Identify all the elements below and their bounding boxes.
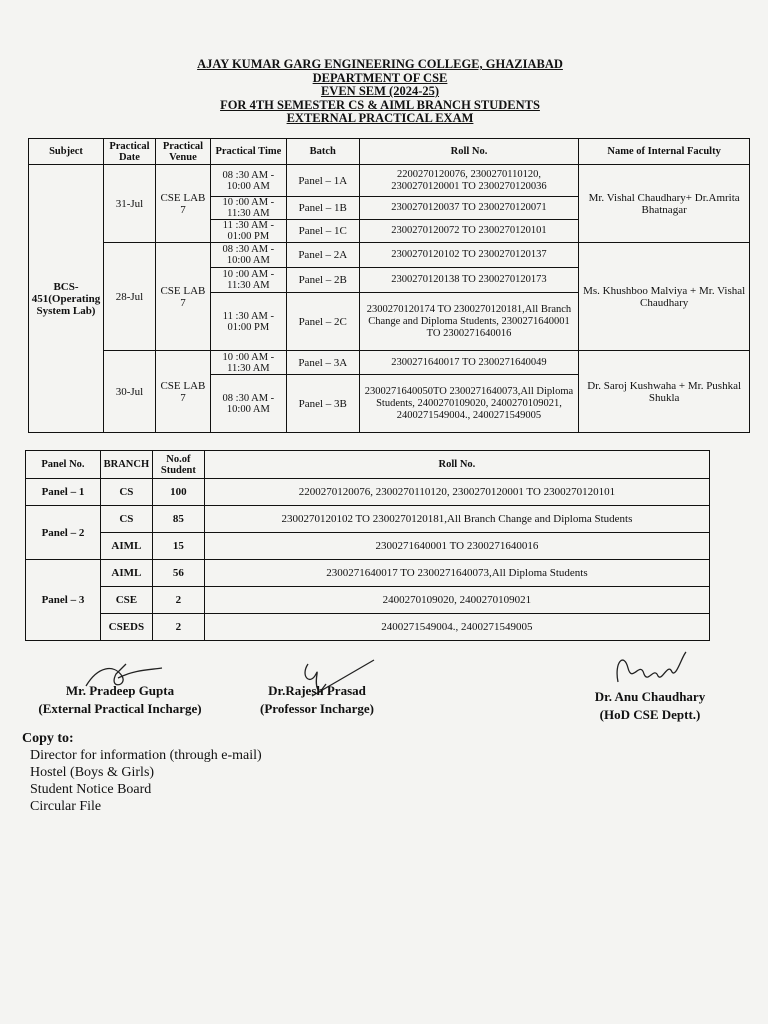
date-cell: 31-Jul [103,165,155,243]
col-roll: Roll No. [204,451,709,479]
table-row [26,479,710,506]
roll-cell: 2200270120076, 2300270110120, 2300270120001 TO 2300270120101 [204,479,709,506]
list-item: Hostel (Boys & Girls) [30,765,155,780]
table-row [26,533,710,560]
count-cell: 15 [152,533,204,560]
subject-cell: BCS-451(Operating System Lab) [29,165,104,433]
venue-cell: CSE LAB 7 [155,165,210,243]
batch-cell: Panel – 3B [286,375,359,433]
table-row [26,614,710,641]
panel-summary-table [25,450,710,641]
col-date: Practical Date [103,139,155,165]
roll-cell: 2200270120076, 2300270110120, 2300270120001 TO 2300270120036 [359,165,579,197]
signatory-role: (External Practical Incharge) [38,701,202,716]
col-count: No.of Student [152,451,204,479]
col-venue: Practical Venue [155,139,210,165]
table-row [26,506,710,533]
branch-cell: CSEDS [100,614,152,641]
exam-title: EXTERNAL PRACTICAL EXAM [286,111,474,125]
time-cell: 10 :00 AM - 11:30 AM [210,268,286,293]
col-roll: Roll No. [359,139,579,165]
batch-cell: Panel – 1C [286,220,359,243]
table-row [29,165,750,197]
college-name: AJAY KUMAR GARG ENGINEERING COLLEGE, GHAZIABAD [197,57,563,71]
batch-cell: Panel – 1B [286,197,359,220]
roll-cell: 2300271640017 TO 2300271640073,All Diploma Students [204,560,709,587]
roll-cell: 2300270120138 TO 2300270120173 [359,268,579,293]
roll-cell: 2300270120102 TO 2300270120181,All Branch Change and Diploma Students [204,506,709,533]
list-item: Circular File [30,799,102,814]
practical-schedule-table [28,138,750,433]
roll-cell: 2300270120174 TO 2300270120181,All Branch Change and Diploma Students, 2300271640001 TO 2300271640016 [359,293,579,351]
roll-cell: 2300270120102 TO 2300270120137 [359,243,579,268]
col-time: Practical Time [210,139,286,165]
col-panel: Panel No. [26,451,101,479]
col-branch: BRANCH [100,451,152,479]
department-name: DEPARTMENT OF CSE [312,70,448,85]
signatory-name: Dr.Rajesh Prasad [268,683,366,698]
date-cell: 28-Jul [103,243,155,351]
table-row [29,243,750,268]
batch-cell: Panel – 3A [286,351,359,375]
time-cell: 10 :00 AM - 11:30 AM [210,197,286,220]
roll-cell: 2300271640001 TO 2300271640016 [204,533,709,560]
signature-mark-anu [610,648,694,688]
col-subject: Subject [29,139,104,165]
panel-cell: Panel – 3 [26,560,101,641]
signature-block-hod [560,688,740,724]
time-cell: 11 :30 AM - 01:00 PM [210,293,286,351]
roll-cell: 2300271640017 TO 2300271640049 [359,351,579,375]
time-cell: 11 :30 AM - 01:00 PM [210,220,286,243]
roll-cell: 2300270120072 TO 2300270120101 [359,220,579,243]
list-item: Student Notice Board [30,782,152,797]
faculty-cell: Ms. Khushboo Malviya + Mr. Vishal Chaudhary [579,243,750,351]
col-batch: Batch [286,139,359,165]
roll-cell: 2300270120037 TO 2300270120071 [359,197,579,220]
table-row [26,560,710,587]
signatory-role: (Professor Incharge) [260,701,374,716]
time-cell: 08 :30 AM - 10:00 AM [210,375,286,433]
panel-cell: Panel – 2 [26,506,101,560]
document-header [150,58,610,126]
batch-cell: Panel – 2B [286,268,359,293]
batch-cell: Panel – 2A [286,243,359,268]
branch-cell: CSE [100,587,152,614]
panel-header-row [26,451,710,479]
date-cell: 30-Jul [103,351,155,433]
count-cell: 85 [152,506,204,533]
col-faculty: Name of Internal Faculty [579,139,750,165]
faculty-cell: Dr. Saroj Kushwaha + Mr. Pushkal Shukla [579,351,750,433]
branch-cell: CS [100,506,152,533]
count-cell: 2 [152,614,204,641]
copy-to-section [22,730,262,815]
venue-cell: CSE LAB 7 [155,351,210,433]
table-row [29,351,750,375]
faculty-cell: Mr. Vishal Chaudhary+ Dr.Amrita Bhatnagar [579,165,750,243]
list-item: Director for information (through e-mail) [30,748,262,763]
signature-block-external [20,682,220,718]
table-row [26,587,710,614]
branch-cell: AIML [100,533,152,560]
signatory-name: Mr. Pradeep Gupta [65,683,175,698]
batch-cell: Panel – 2C [286,293,359,351]
time-cell: 08 :30 AM - 10:00 AM [210,243,286,268]
count-cell: 56 [152,560,204,587]
time-cell: 08 :30 AM - 10:00 AM [210,165,286,197]
signature-block-professor [232,682,402,718]
venue-cell: CSE LAB 7 [155,243,210,351]
time-cell: 10 :00 AM - 11:30 AM [210,351,286,375]
copy-to-title: Copy to: [22,731,74,746]
signatory-name: Dr. Anu Chaudhary [594,689,706,704]
roll-cell: 2300271640050TO 2300271640073,All Diploma Students, 2400270109020, 2400270109021, 2400271549004., 2400271549005 [359,375,579,433]
branch-cell: AIML [100,560,152,587]
roll-cell: 2400270109020, 2400270109021 [204,587,709,614]
semester-line: EVEN SEM (2024-25) [320,84,440,98]
schedule-header-row [29,139,750,165]
count-cell: 2 [152,587,204,614]
roll-cell: 2400271549004., 2400271549005 [204,614,709,641]
students-line: FOR 4TH SEMESTER CS & AIML BRANCH STUDENTS [220,97,540,112]
panel-cell: Panel – 1 [26,479,101,506]
batch-cell: Panel – 1A [286,165,359,197]
signatory-role: (HoD CSE Deptt.) [599,707,701,722]
count-cell: 100 [152,479,204,506]
branch-cell: CS [100,479,152,506]
